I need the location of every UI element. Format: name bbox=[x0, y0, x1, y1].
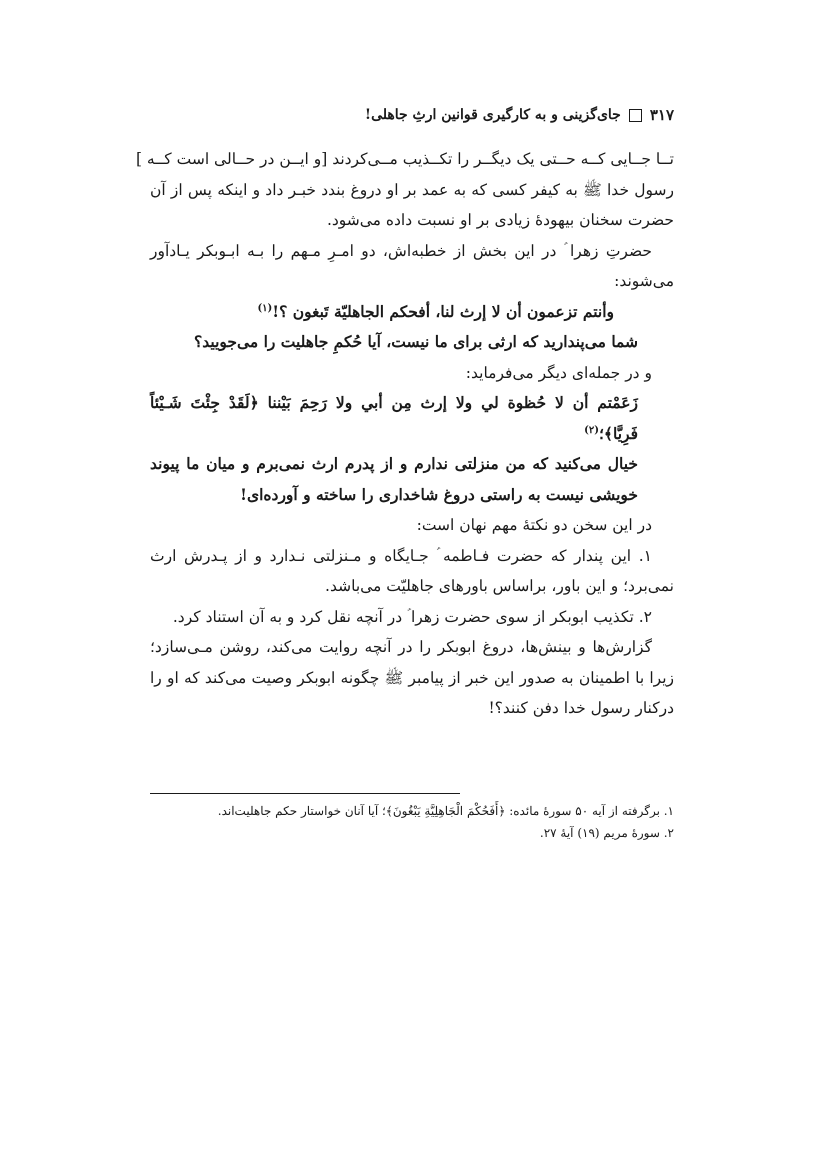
page bbox=[135, 100, 674, 724]
paragraph-line: گزارش‌ها و بینش‌ها، دروغ ابوبکر را در آنچه روایت می‌کند، روشن مـی‌سازد؛ bbox=[150, 638, 652, 656]
running-header bbox=[150, 100, 674, 130]
footnote-item: ۲. سورهٔ مریم (۱۹) آیهٔ ۲۷. bbox=[539, 826, 674, 840]
paragraph-line: زیرا با اطمینان به صدور این خبر از پیامبر ﷺ چگونه ابوبکر وصیت می‌کند که او را bbox=[150, 668, 674, 687]
paragraph-line: درکنار رسول خدا دفن کنند؟! bbox=[488, 699, 674, 717]
chapter-title: جای‌گزینی و به کارگیری قوانین ارثِ جاهلی! bbox=[364, 107, 621, 123]
translation-line: خویشی نیست به راستی دروغ شاخداری را ساخته و آورده‌ای! bbox=[240, 484, 638, 504]
page-number: ۳۱۷ bbox=[649, 106, 674, 124]
list-item-line: ۱. این پندار که حضرت فـاطمه ؑ جـایگاه و مـنزلتی نـدارد و از پـدرش ارث bbox=[150, 546, 652, 565]
paragraph-line: رسول خدا ﷺ به کیفر کسی که به عمد بر او دروغ بندد خبـر داد و اینکه پس از آن bbox=[150, 180, 674, 199]
arabic-quote-line: فَرِيَّا﴾؛$^{(۲)}$ bbox=[584, 423, 638, 443]
paragraph-line: حضرت سخنان بیهودهٔ زیادی بر او نسبت داده می‌شود. bbox=[326, 211, 674, 229]
paragraph-line: و در جمله‌ای دیگر می‌فرماید: bbox=[465, 363, 652, 382]
translation-line: شما می‌پندارید که ارثی برای ما نیست، آیا حُکمِ جاهلیت را می‌جویید؟ bbox=[194, 332, 638, 351]
list-item-line: ۲. تکذیب ابوبکر از سوی حضرت زهرا ؑ در آنچه نقل کرد و به آن استناد کرد. bbox=[172, 607, 652, 626]
arabic-quote-line: زَعَمْتم أن لا حُظوة لي ولا إرث مِن أبي ولا رَحِمَ بَيْننا ﴿لَقَدْ جِئْتَ شَـيْئاً bbox=[150, 393, 638, 412]
paragraph-line: حضرتِ زهرا ؑ در این بخش از خطبه‌اش، دو امـرِ مـهم را بـه ابـوبکر یـادآور bbox=[150, 241, 652, 260]
footnote-divider bbox=[150, 793, 674, 794]
footnote-ref: (۲) bbox=[584, 424, 599, 436]
paragraph-line: می‌شوند: bbox=[614, 272, 674, 290]
body-text bbox=[135, 144, 674, 724]
paragraph-line: تــا جــایی کــه حــتی یک دیگــر را تکــذیب مــی‌کردند [و ایــن در حــالی است کــه ] bbox=[135, 150, 674, 168]
footnote-ref: (۱) bbox=[257, 302, 273, 314]
footnotes bbox=[150, 800, 674, 844]
translation-line: خیال می‌کنید که من منزلتی ندارم و از پدرم ارث نمی‌برم و میان ما پیوند bbox=[150, 454, 638, 473]
square-bullet-icon bbox=[629, 109, 642, 122]
list-item-line: نمی‌برد؛ و این باور، براساس باورهای جاهلیّت می‌باشد. bbox=[325, 577, 674, 595]
arabic-quote-line: وأنتم تزعمون أن لا إرث لنا، أفحكم الجاهليّة تَبغون ؟!$^{(۱)}$ bbox=[257, 301, 614, 321]
paragraph-line: در این سخن دو نکتهٔ مهم نهان است: bbox=[416, 516, 652, 534]
footnote-item: ۱. برگرفته از آیه ۵۰ سورهٔ مائده: ﴿أَفَحُكْمَ الْجَاهِلِيَّةِ يَبْغُونَ﴾؛ آیا آنان خواستار حکم جاهلیت‌اند. bbox=[217, 804, 674, 818]
